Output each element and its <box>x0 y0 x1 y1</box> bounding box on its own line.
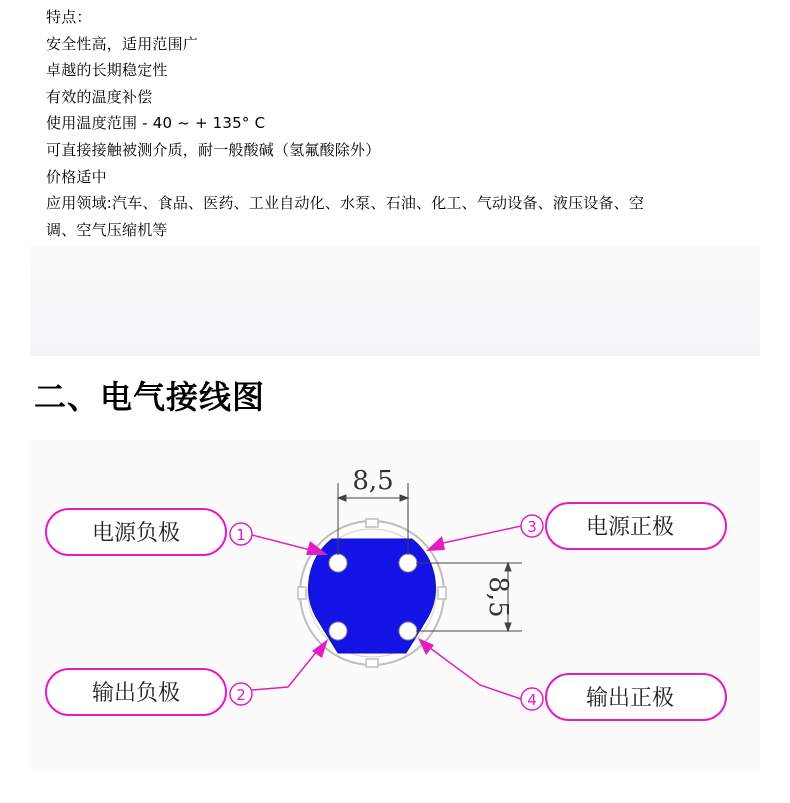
callout-3 <box>426 503 726 551</box>
callout-2 <box>46 639 328 715</box>
callout-2-text: 输出负极 <box>91 681 181 706</box>
callout-4-text: 输出正极 <box>585 686 675 711</box>
callout-1 <box>46 509 328 555</box>
feature-line-3: 有效的温度补偿 <box>46 87 153 106</box>
feature-line-4: 使用温度范围 - 40 ~ + 135° C <box>46 114 266 133</box>
callout-4-num: 4 <box>527 691 537 709</box>
pin-1 <box>329 554 347 572</box>
background-panel-top <box>30 246 760 356</box>
sensor-disk <box>309 539 436 653</box>
dimension-horizontal-label: 8,5 <box>352 466 394 496</box>
pin-3 <box>399 554 417 572</box>
feature-line-2: 卓越的长期稳定性 <box>46 61 168 80</box>
callout-3-text: 电源正极 <box>585 515 675 540</box>
feature-line-8: 调、空气压缩机等 <box>46 220 168 239</box>
callout-1-text: 电源负极 <box>91 521 181 546</box>
callout-1-num: 1 <box>236 526 246 544</box>
feature-line-1: 安全性高，适用范围广 <box>46 34 199 53</box>
features-heading: 特点： <box>46 8 92 26</box>
feature-line-5: 可直接接触被测介质，耐一般酸碱（氢氟酸除外） <box>46 140 381 159</box>
pin-2 <box>329 622 347 640</box>
features-list <box>46 4 766 243</box>
pin-4 <box>399 622 417 640</box>
callout-2-num: 2 <box>236 686 246 704</box>
callout-4 <box>418 638 726 720</box>
callout-3-num: 3 <box>527 518 537 536</box>
dimension-vertical-label: 8,5 <box>483 576 513 618</box>
wiring-diagram <box>30 455 750 735</box>
section-title: 二、电气接线图 <box>34 378 266 416</box>
feature-line-6: 价格适中 <box>46 167 107 186</box>
feature-line-7: 应用领域:汽车、食品、医药、工业自动化、水泵、石油、化工、气动设备、液压设备、空 <box>46 194 645 213</box>
